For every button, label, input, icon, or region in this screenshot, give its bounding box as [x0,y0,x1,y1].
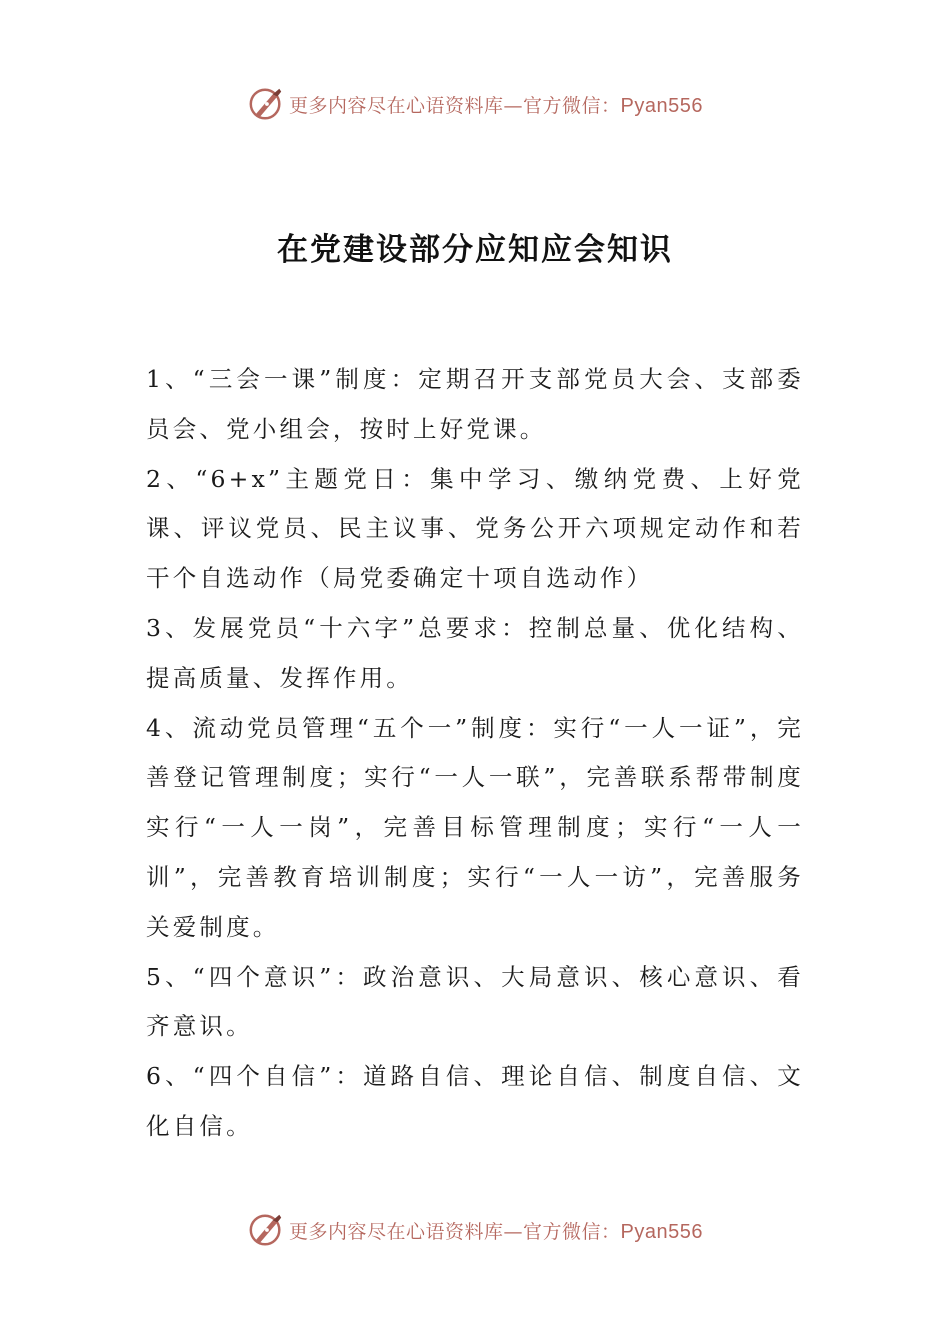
wechat-id: Pyan556 [620,1220,703,1243]
watermark-text: 更多内容尽在心语资料库—官方微信：Pyan556 [289,1220,703,1243]
knowledge-item-2: 2、“6+x”主题党日：集中学习、缴纳党费、上好党课、评议党员、民主议事、党务公开六项规定动作和若干个自选动作（局党委确定十项自选动作） [146,464,804,593]
knowledge-item-3: 3、发展党员“十六字”总要求：控制总量、优化结构、提高质量、发挥作用。 [146,613,804,692]
knowledge-item-1: 1、“三会一课”制度：定期召开支部党员大会、支部委员会、党小组会，按时上好党课。 [146,365,804,443]
pen-nib-logo-icon [247,1211,285,1249]
pen-nib-logo-icon [247,85,285,123]
watermark-text: 更多内容尽在心语资料库—官方微信：Pyan556 [289,94,703,117]
footer-watermark [0,1208,950,1252]
header-watermark [0,82,950,126]
wechat-id: Pyan556 [620,94,703,117]
document-title: 在党建设部分应知应会知识 [277,232,673,268]
knowledge-item-5: 5、“四个意识”：政治意识、大局意识、核心意识、看齐意识。 [146,962,804,1041]
knowledge-item-6: 6、“四个自信”：道路自信、理论自信、制度自信、文化自信。 [146,1062,804,1140]
document-body [146,355,804,1152]
knowledge-item-4: 4、流动党员管理“五个一”制度：实行“一人一证”，完善登记管理制度；实行“一人一联”，完善联系帮带制度实行“一人一岗”，完善目标管理制度；实行“一人一训”，完善教育培训制度；实行“一人一访”，完善服务关爱制度。 [146,713,804,941]
